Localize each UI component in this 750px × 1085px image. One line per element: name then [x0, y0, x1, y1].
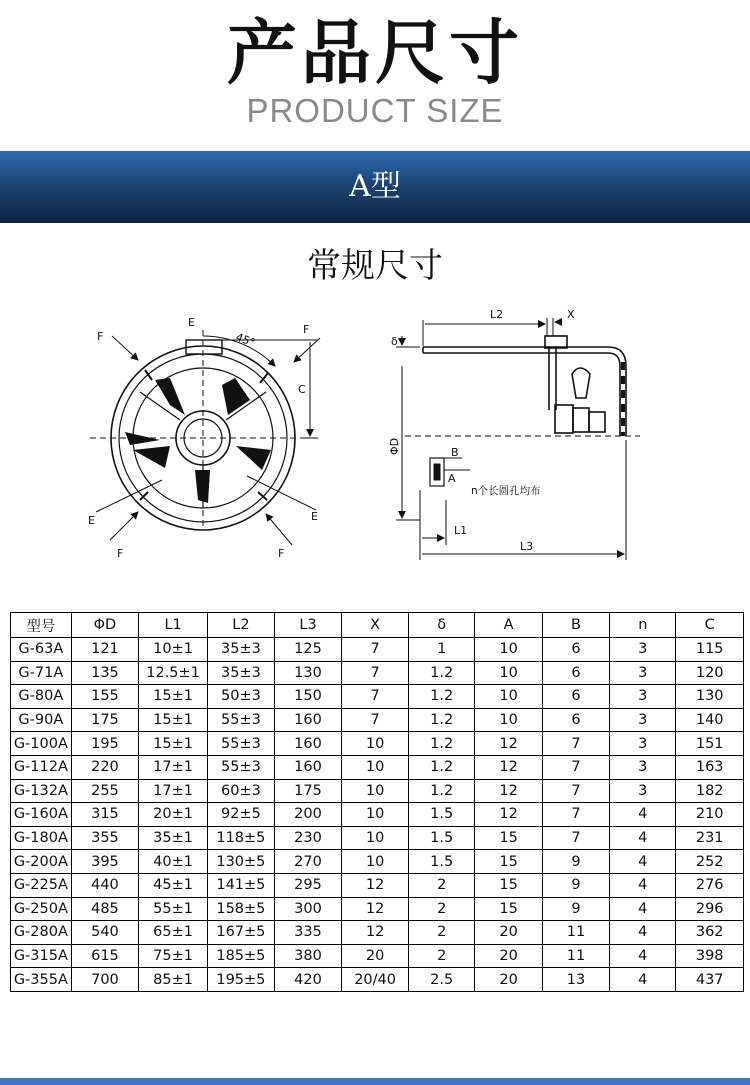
- table-cell: 160: [274, 732, 341, 756]
- table-cell: 6: [542, 685, 609, 709]
- table-cell: 7: [342, 708, 409, 732]
- table-row: [11, 708, 744, 732]
- page-subtitle: PRODUCT SIZE: [246, 92, 504, 129]
- svg-text:L1: L1: [454, 524, 468, 537]
- table-cell: 17±1: [139, 779, 208, 803]
- table-cell: 15±1: [139, 685, 208, 709]
- table-cell: 1.2: [408, 685, 474, 709]
- table-cell: 10: [475, 685, 542, 709]
- svg-text:45°: 45°: [233, 330, 257, 350]
- table-row: [11, 850, 744, 874]
- table-cell: G-63A: [11, 638, 72, 662]
- col-n: n: [610, 613, 676, 638]
- table-cell: 7: [542, 803, 609, 827]
- svg-text:A: A: [448, 472, 456, 485]
- table-cell: 3: [610, 661, 676, 685]
- table-cell: 9: [542, 873, 609, 897]
- table-cell: G-225A: [11, 873, 72, 897]
- table-cell: G-100A: [11, 732, 72, 756]
- table-cell: 10: [475, 638, 542, 662]
- table-cell: 10: [342, 850, 409, 874]
- table-cell: 615: [71, 944, 138, 968]
- table-cell: 4: [610, 921, 676, 945]
- svg-text:F: F: [303, 323, 310, 336]
- svg-text:E: E: [311, 510, 318, 523]
- section-title: 常规尺寸: [307, 246, 443, 286]
- table-cell: 10: [475, 661, 542, 685]
- table-cell: 20: [475, 944, 542, 968]
- table-cell: 175: [71, 708, 138, 732]
- table-cell: 12: [475, 732, 542, 756]
- table-cell: 10: [342, 755, 409, 779]
- table-cell: 20: [475, 968, 542, 992]
- dimension-drawing: [0, 300, 750, 570]
- table-row: [11, 897, 744, 921]
- table-row: [11, 944, 744, 968]
- type-band: [0, 151, 750, 223]
- side-view-labels: [388, 308, 575, 553]
- svg-text:E: E: [88, 514, 95, 527]
- table-row: [11, 661, 744, 685]
- table-cell: 1.2: [408, 755, 474, 779]
- table-cell: 195: [71, 732, 138, 756]
- table-cell: 1: [408, 638, 474, 662]
- table-cell: 9: [542, 850, 609, 874]
- table-cell: 700: [71, 968, 138, 992]
- table-row: [11, 803, 744, 827]
- table-cell: 118±5: [208, 826, 275, 850]
- table-cell: 35±3: [208, 638, 275, 662]
- svg-text:C: C: [298, 383, 306, 396]
- col-diameter: ΦD: [71, 613, 138, 638]
- table-cell: 210: [676, 803, 744, 827]
- table-cell: 230: [274, 826, 341, 850]
- side-view: [396, 318, 640, 560]
- table-header-row: [11, 613, 744, 638]
- svg-text:E: E: [188, 316, 195, 329]
- table-cell: 220: [71, 755, 138, 779]
- svg-text:F: F: [117, 547, 124, 560]
- table-cell: G-355A: [11, 968, 72, 992]
- table-cell: 355: [71, 826, 138, 850]
- table-cell: 276: [676, 873, 744, 897]
- table-cell: 12.5±1: [139, 661, 208, 685]
- table-cell: 7: [342, 685, 409, 709]
- table-cell: 135: [71, 661, 138, 685]
- table-cell: 1.5: [408, 826, 474, 850]
- col-a: A: [475, 613, 542, 638]
- table-cell: 167±5: [208, 921, 275, 945]
- table-cell: 2: [408, 944, 474, 968]
- table-cell: 130: [274, 661, 341, 685]
- table-cell: 12: [475, 803, 542, 827]
- table-cell: 1.2: [408, 661, 474, 685]
- table-cell: 6: [542, 638, 609, 662]
- table-cell: 12: [342, 897, 409, 921]
- col-delta: δ: [408, 613, 474, 638]
- table-cell: G-112A: [11, 755, 72, 779]
- table-cell: 20±1: [139, 803, 208, 827]
- table-cell: 255: [71, 779, 138, 803]
- table-cell: 4: [610, 873, 676, 897]
- table-cell: 17±1: [139, 755, 208, 779]
- table-cell: 130±5: [208, 850, 275, 874]
- table-cell: 485: [71, 897, 138, 921]
- table-cell: 12: [342, 873, 409, 897]
- table-cell: 15: [475, 826, 542, 850]
- table-cell: 195±5: [208, 968, 275, 992]
- col-l1: L1: [139, 613, 208, 638]
- col-l3: L3: [274, 613, 341, 638]
- table-cell: 4: [610, 826, 676, 850]
- table-cell: 380: [274, 944, 341, 968]
- table-cell: 3: [610, 779, 676, 803]
- table-cell: 4: [610, 897, 676, 921]
- table-cell: 6: [542, 661, 609, 685]
- table-cell: G-80A: [11, 685, 72, 709]
- table-cell: 1.5: [408, 803, 474, 827]
- table-cell: 20: [475, 921, 542, 945]
- table-row: [11, 779, 744, 803]
- table-cell: 362: [676, 921, 744, 945]
- table-cell: 15: [475, 897, 542, 921]
- table-cell: 7: [542, 779, 609, 803]
- table-cell: 115: [676, 638, 744, 662]
- table-cell: 7: [342, 638, 409, 662]
- table-cell: 300: [274, 897, 341, 921]
- table-cell: 60±3: [208, 779, 275, 803]
- table-cell: 130: [676, 685, 744, 709]
- table-cell: 4: [610, 803, 676, 827]
- table-cell: 335: [274, 921, 341, 945]
- table-cell: 140: [676, 708, 744, 732]
- svg-text:X: X: [567, 308, 575, 321]
- table-cell: G-180A: [11, 826, 72, 850]
- table-cell: 252: [676, 850, 744, 874]
- table-cell: 185±5: [208, 944, 275, 968]
- table-cell: 2.5: [408, 968, 474, 992]
- size-table: [10, 612, 744, 992]
- svg-text:L3: L3: [520, 540, 534, 553]
- table-cell: 92±5: [208, 803, 275, 827]
- table-cell: 12: [475, 755, 542, 779]
- table-cell: 15: [475, 873, 542, 897]
- table-cell: 20/40: [342, 968, 409, 992]
- table-cell: 158±5: [208, 897, 275, 921]
- table-cell: 398: [676, 944, 744, 968]
- table-cell: 11: [542, 944, 609, 968]
- table-cell: 395: [71, 850, 138, 874]
- size-table-body: [11, 638, 744, 992]
- table-cell: 540: [71, 921, 138, 945]
- col-l2: L2: [208, 613, 275, 638]
- table-cell: 440: [71, 873, 138, 897]
- table-cell: 200: [274, 803, 341, 827]
- table-cell: 3: [610, 638, 676, 662]
- table-cell: 175: [274, 779, 341, 803]
- table-cell: 35±1: [139, 826, 208, 850]
- table-row: [11, 685, 744, 709]
- table-cell: 7: [342, 661, 409, 685]
- table-row: [11, 873, 744, 897]
- table-cell: G-71A: [11, 661, 72, 685]
- table-cell: 10: [475, 708, 542, 732]
- svg-text:L2: L2: [490, 308, 504, 321]
- table-cell: 296: [676, 897, 744, 921]
- table-cell: 10±1: [139, 638, 208, 662]
- table-cell: 2: [408, 921, 474, 945]
- svg-text:B: B: [451, 446, 459, 459]
- table-cell: 3: [610, 732, 676, 756]
- col-x: X: [342, 613, 409, 638]
- table-cell: 2: [408, 873, 474, 897]
- table-cell: 12: [475, 779, 542, 803]
- table-cell: 6: [542, 708, 609, 732]
- table-cell: 437: [676, 968, 744, 992]
- svg-text:ΦD: ΦD: [388, 437, 401, 455]
- table-cell: 150: [274, 685, 341, 709]
- table-row: [11, 755, 744, 779]
- table-cell: G-200A: [11, 850, 72, 874]
- table-cell: 270: [274, 850, 341, 874]
- front-view: [90, 330, 320, 545]
- table-cell: 125: [274, 638, 341, 662]
- table-cell: 163: [676, 755, 744, 779]
- table-cell: G-90A: [11, 708, 72, 732]
- page-title: 产品尺寸: [227, 12, 523, 94]
- table-cell: 55±1: [139, 897, 208, 921]
- table-row: [11, 826, 744, 850]
- table-cell: 10: [342, 803, 409, 827]
- footer-accent-line: [0, 1078, 750, 1085]
- table-cell: 85±1: [139, 968, 208, 992]
- table-cell: 295: [274, 873, 341, 897]
- col-b: B: [542, 613, 609, 638]
- table-cell: 20: [342, 944, 409, 968]
- table-cell: 151: [676, 732, 744, 756]
- table-cell: 4: [610, 968, 676, 992]
- table-cell: 15±1: [139, 732, 208, 756]
- table-cell: 11: [542, 921, 609, 945]
- size-table-header: [11, 613, 744, 638]
- table-cell: 120: [676, 661, 744, 685]
- col-model: 型号: [11, 613, 72, 638]
- type-label: A型: [349, 169, 401, 204]
- table-cell: 3: [610, 708, 676, 732]
- table-cell: 15: [475, 850, 542, 874]
- table-cell: 160: [274, 708, 341, 732]
- table-cell: 65±1: [139, 921, 208, 945]
- table-cell: 4: [610, 850, 676, 874]
- table-cell: 55±3: [208, 755, 275, 779]
- table-cell: G-315A: [11, 944, 72, 968]
- svg-text:n个长圆孔均布: n个长圆孔均布: [471, 485, 541, 497]
- table-row: [11, 968, 744, 992]
- table-cell: 4: [610, 944, 676, 968]
- table-cell: 7: [542, 826, 609, 850]
- table-cell: G-160A: [11, 803, 72, 827]
- svg-text:F: F: [278, 547, 285, 560]
- table-row: [11, 921, 744, 945]
- table-cell: 15±1: [139, 708, 208, 732]
- table-cell: 155: [71, 685, 138, 709]
- table-cell: 2: [408, 897, 474, 921]
- table-cell: 141±5: [208, 873, 275, 897]
- table-cell: G-132A: [11, 779, 72, 803]
- table-cell: 160: [274, 755, 341, 779]
- table-cell: 1.2: [408, 779, 474, 803]
- table-row: [11, 732, 744, 756]
- table-cell: 35±3: [208, 661, 275, 685]
- table-cell: G-250A: [11, 897, 72, 921]
- table-cell: 10: [342, 732, 409, 756]
- table-cell: 7: [542, 755, 609, 779]
- table-cell: 45±1: [139, 873, 208, 897]
- table-cell: 13: [542, 968, 609, 992]
- table-row: [11, 638, 744, 662]
- table-cell: 55±3: [208, 732, 275, 756]
- table-cell: 1.5: [408, 850, 474, 874]
- table-cell: 10: [342, 826, 409, 850]
- table-cell: 10: [342, 779, 409, 803]
- svg-text:δ: δ: [391, 335, 398, 348]
- table-cell: 75±1: [139, 944, 208, 968]
- table-cell: 12: [342, 921, 409, 945]
- table-cell: 420: [274, 968, 341, 992]
- table-cell: 55±3: [208, 708, 275, 732]
- table-cell: 7: [542, 732, 609, 756]
- table-cell: 1.2: [408, 732, 474, 756]
- table-cell: G-280A: [11, 921, 72, 945]
- table-cell: 1.2: [408, 708, 474, 732]
- table-cell: 315: [71, 803, 138, 827]
- table-cell: 231: [676, 826, 744, 850]
- svg-text:F: F: [97, 330, 104, 343]
- table-cell: 3: [610, 685, 676, 709]
- table-cell: 40±1: [139, 850, 208, 874]
- table-cell: 182: [676, 779, 744, 803]
- table-cell: 121: [71, 638, 138, 662]
- table-cell: 9: [542, 897, 609, 921]
- table-cell: 3: [610, 755, 676, 779]
- table-cell: 50±3: [208, 685, 275, 709]
- col-c: C: [676, 613, 744, 638]
